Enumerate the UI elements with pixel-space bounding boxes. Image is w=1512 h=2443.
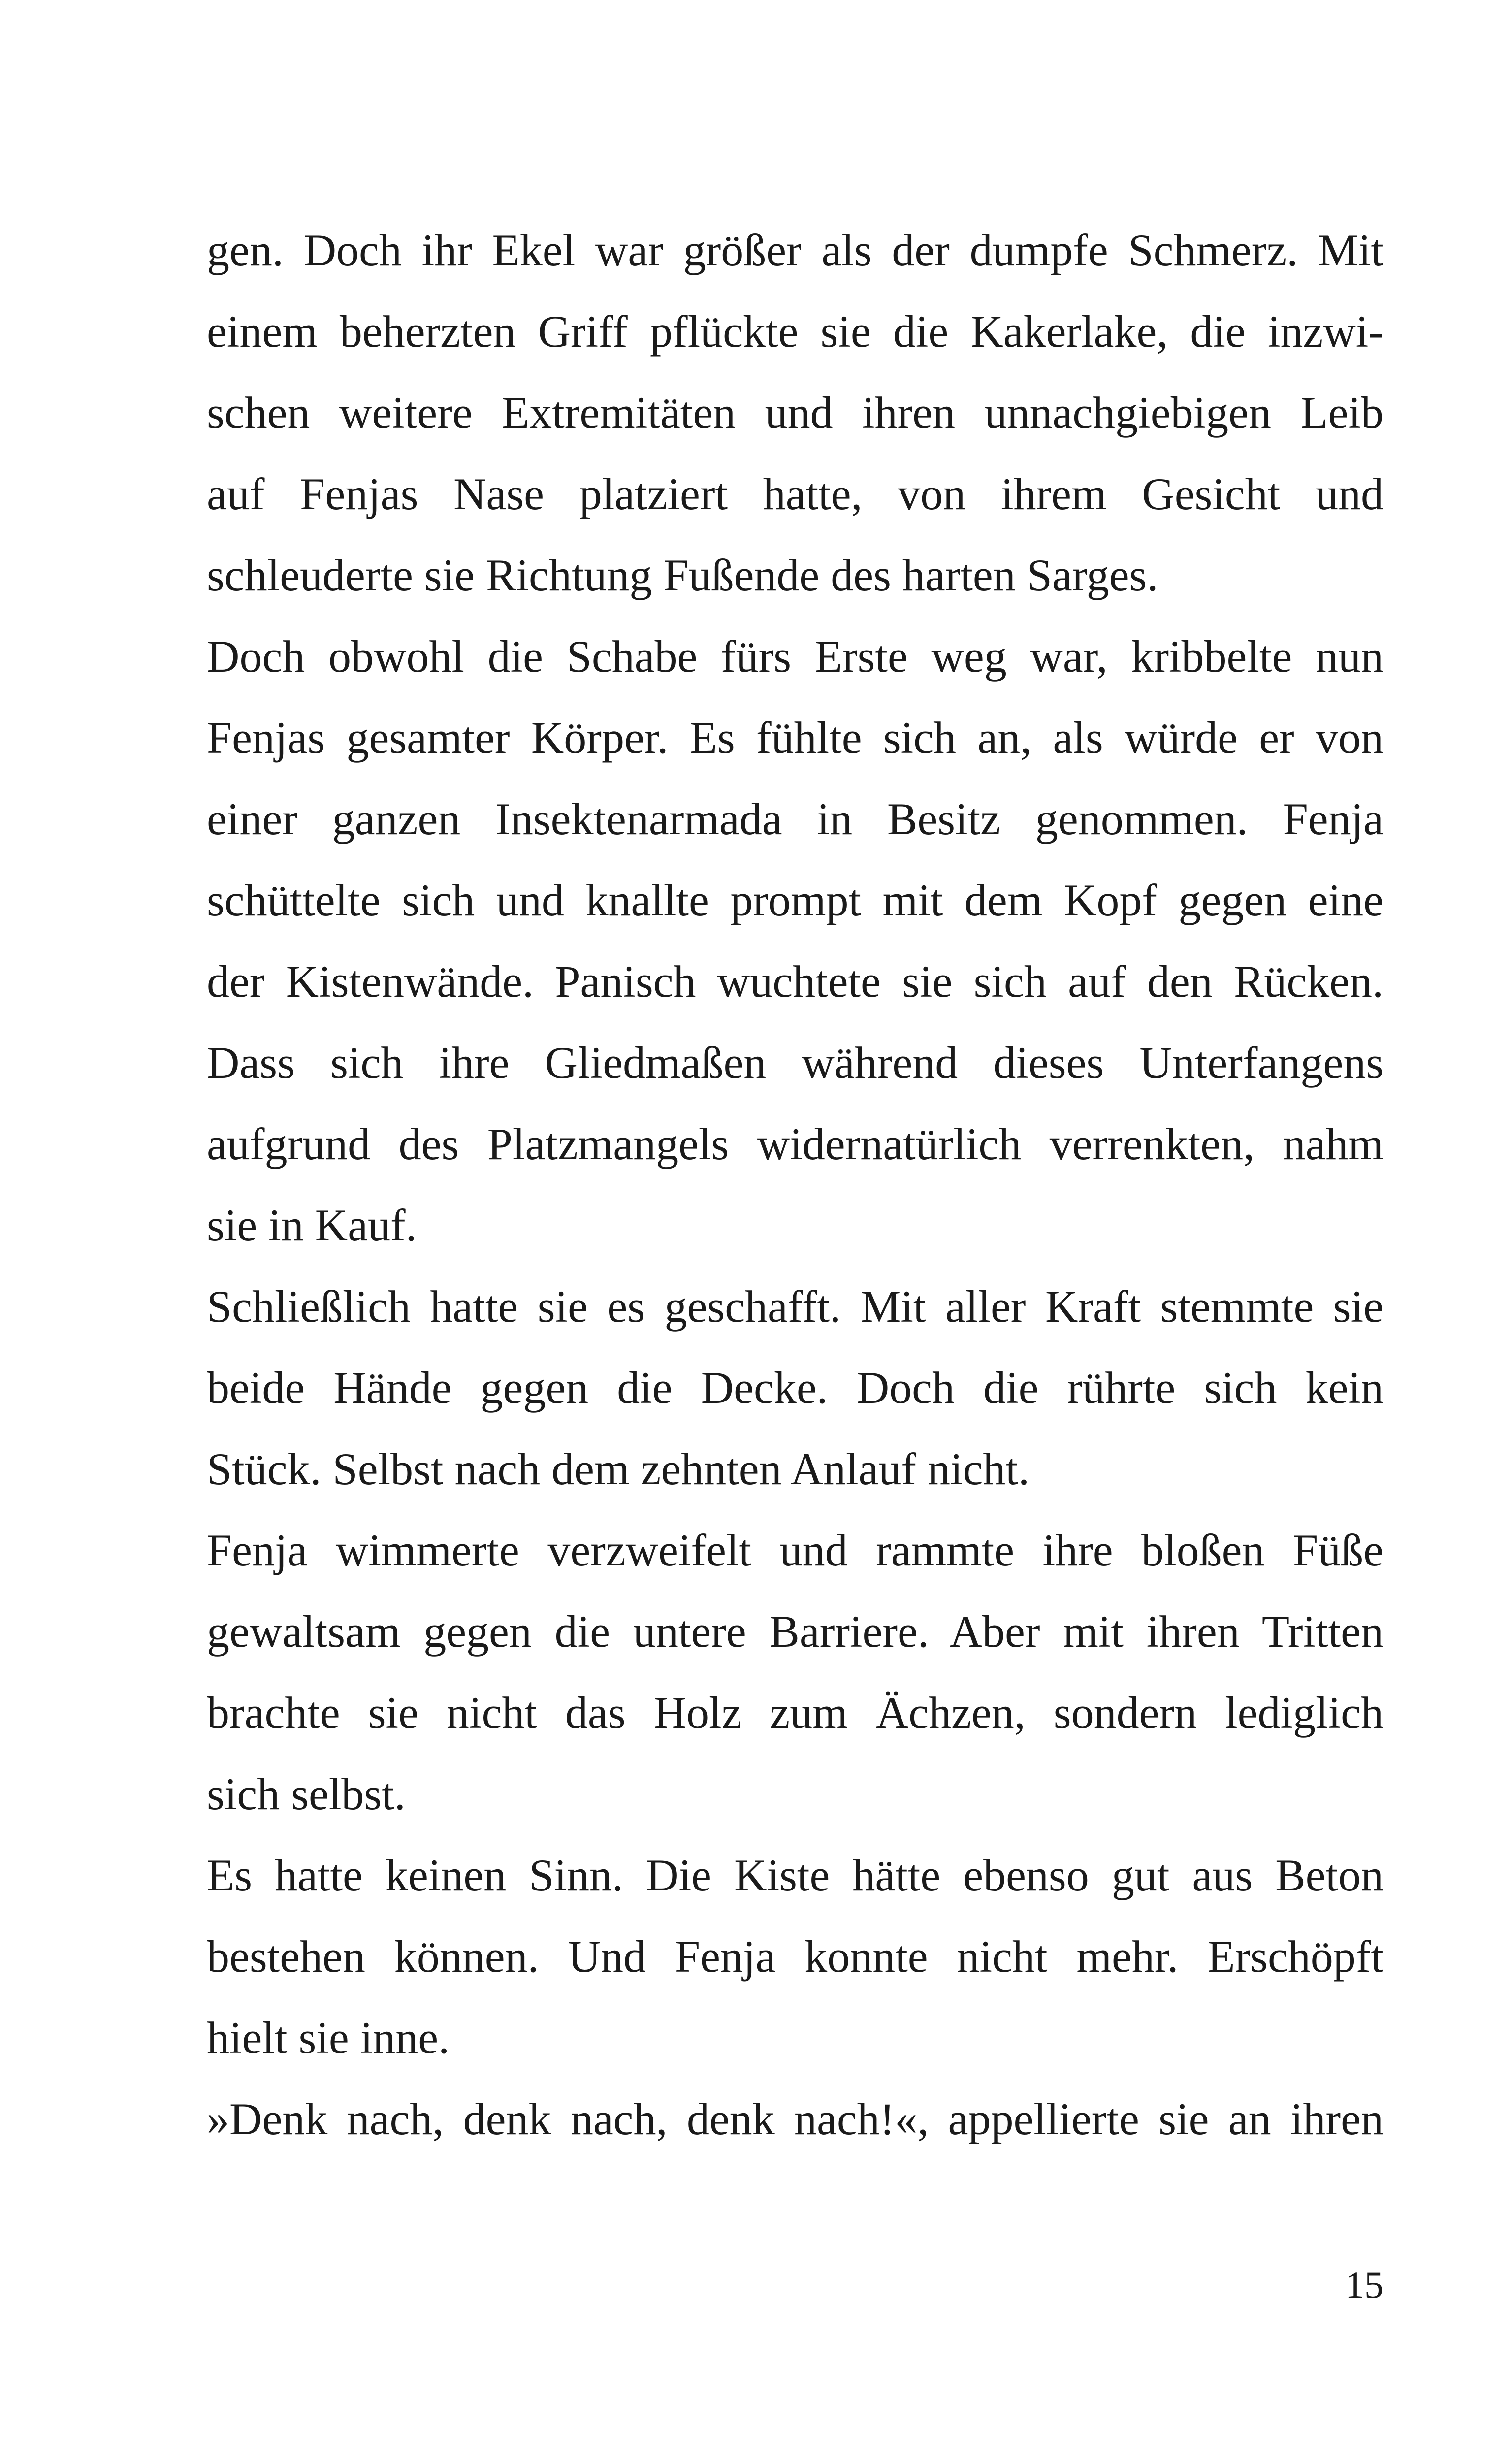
text-line: gen. Doch ihr Ekel war größer als der dumpfe Schmerz. Mit: [207, 225, 1383, 275]
text-line: einem beherzten Griff pflückte sie die Kakerlake, die inzwi-: [207, 306, 1383, 357]
body-text: [207, 210, 1383, 2160]
text-line: »Denk nach, denk nach, denk nach!«, appellierte sie an ihren: [207, 2094, 1383, 2144]
text-line: bestehen können. Und Fenja konnte nicht mehr. Erschöpft: [207, 1931, 1383, 1982]
text-line: schen weitere Extremitäten und ihren unnachgiebigen Leib: [207, 388, 1383, 438]
text-line: hielt sie inne.: [207, 2013, 450, 2063]
text-line: sie in Kauf.: [207, 1200, 417, 1250]
text-line: Fenjas gesamter Körper. Es fühlte sich an, als würde er von: [207, 713, 1383, 763]
text-line: Stück. Selbst nach dem zehnten Anlauf nicht.: [207, 1444, 1029, 1494]
text-line: gewaltsam gegen die untere Barriere. Aber mit ihren Tritten: [207, 1606, 1383, 1657]
text-line: der Kistenwände. Panisch wuchtete sie sich auf den Rücken.: [207, 956, 1383, 1007]
text-line: schüttelte sich und knallte prompt mit dem Kopf gegen eine: [207, 875, 1383, 925]
text-line: schleuderte sie Richtung Fußende des harten Sarges.: [207, 550, 1158, 600]
text-line: auf Fenjas Nase platziert hatte, von ihrem Gesicht und: [207, 469, 1383, 519]
text-line: aufgrund des Platzmangels widernatürlich verrenkten, nahm: [207, 1119, 1383, 1169]
text-line: Schließlich hatte sie es geschafft. Mit aller Kraft stemmte sie: [207, 1281, 1383, 1332]
text-line: einer ganzen Insektenarmada in Besitz genommen. Fenja: [207, 794, 1383, 844]
text-line: beide Hände gegen die Decke. Doch die rührte sich kein: [207, 1363, 1383, 1413]
text-line: Es hatte keinen Sinn. Die Kiste hätte ebenso gut aus Beton: [207, 1850, 1383, 1900]
text-line: Dass sich ihre Gliedmaßen während dieses Unterfangens: [207, 1038, 1383, 1088]
text-line: sich selbst.: [207, 1769, 406, 1819]
text-line: brachte sie nicht das Holz zum Ächzen, sondern lediglich: [207, 1688, 1383, 1738]
text-line: Doch obwohl die Schabe fürs Erste weg war, kribbelte nun: [207, 631, 1383, 682]
page-number: 15: [1345, 2263, 1383, 2306]
text-line: Fenja wimmerte verzweifelt und rammte ihre bloßen Füße: [207, 1525, 1383, 1575]
